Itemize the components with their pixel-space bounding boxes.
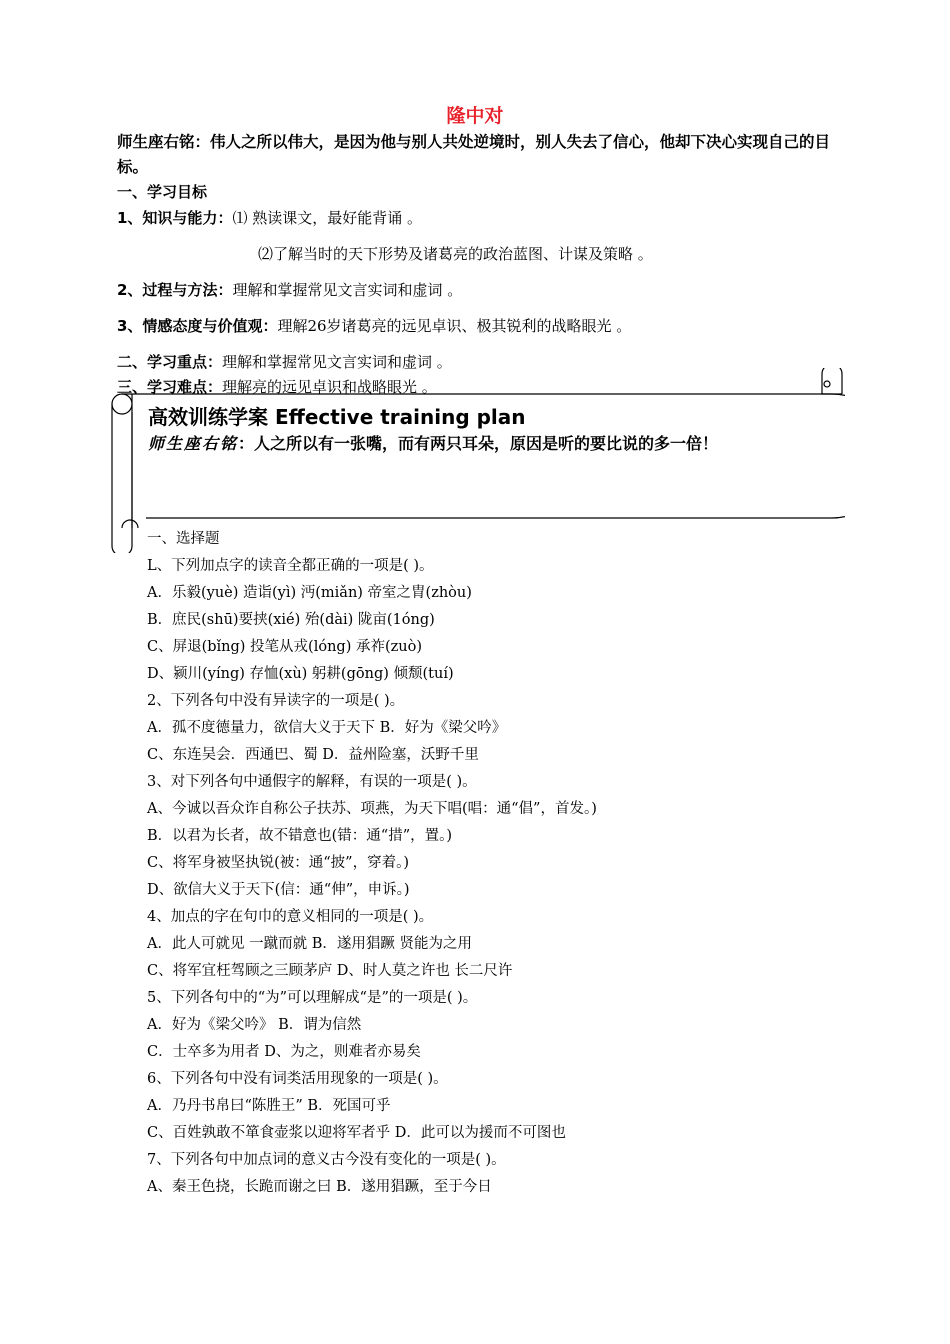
question-line: A．乐毅(yuè) 造诣(yì) 沔(miǎn) 帝室之胄(zhòu) [147, 585, 472, 601]
goal-process-label: 2、过程与方法： [117, 281, 233, 299]
question-line: A．好为《梁父吟》 B．谓为信然 [147, 1017, 362, 1033]
question-line: D、颍川(yíng) 存恤(xù) 躬耕(gōng) 倾颓(tuí) [147, 666, 454, 682]
banner-motto [148, 430, 818, 458]
banner-motto-text: ：人之所以有一张嘴，而有两只耳朵，原因是听的要比说的多一倍！ [238, 434, 719, 453]
goal-process [117, 279, 462, 300]
question-line: L、下列加点字的读音全都正确的一项是( )。 [147, 558, 434, 574]
question-line: B．庶民(shū)要挟(xié) 殆(dài) 陇亩(1óng) [147, 612, 435, 628]
question-line: C、东连吴会．西通巴、蜀 D．益州险塞，沃野千里 [147, 747, 479, 763]
goal-attitude [117, 315, 631, 336]
question-line: 2、下列各句中没有异读字的一项是( )。 [147, 693, 405, 709]
question-line: A、今诚以吾众诈自称公子扶苏、项燕，为天下唱(唱：通“倡”，首发。) [147, 801, 597, 817]
question-line: C．士卒多为用者 D、为之，则难者亦易矣 [147, 1044, 421, 1060]
goal-knowledge-line2: ⑵了解当时的天下形势及诸葛亮的政治蓝图、计谋及策略 。 [258, 245, 653, 263]
question-line: C、将军宜枉驾顾之三顾茅庐 D、时人莫之许也 长二尺许 [147, 963, 513, 979]
goal-knowledge [117, 207, 422, 228]
question-line: B．以君为长者，故不错意也(错：通“措”，置。) [147, 828, 453, 844]
goal-process-text: 理解和掌握常见文言实词和虚词 。 [232, 281, 463, 299]
key-point-label: 二、学习重点： [117, 353, 223, 371]
section-learning-goals: 一、学习目标 [117, 183, 208, 201]
goal-attitude-text: 理解26岁诸葛亮的远见卓识、极其锐利的战略眼光 。 [277, 317, 632, 335]
question-line: A．此人可就见 一蹴而就 B．遂用猖蹶 贤能为之用 [147, 936, 472, 952]
page-title: 隆中对 [446, 105, 504, 127]
question-line: A．孤不度德量力，欲信大义于天下 B．好为《梁父吟》 [147, 720, 507, 736]
difficult-point-label: 三、学习难点： [117, 378, 223, 396]
banner-title: 高效训练学案 Effective training plan [148, 405, 526, 429]
question-line: A、秦王色挠，长跪而谢之曰 B．遂用猖蹶，至于今日 [147, 1179, 492, 1195]
difficult-point-text: 理解亮的远见卓识和战略眼光 。 [222, 378, 437, 396]
question-line: 4、加点的字在句巾的意义相同的一项是( )。 [147, 909, 434, 925]
scroll-banner-frame [110, 368, 845, 553]
question-line: 5、下列各句中的“为”可以理解成“是”的一项是( )。 [147, 990, 478, 1006]
teacher-student-motto: 师生座右铭：伟人之所以伟大，是因为他与别人共处逆境时，别人失去了信心，他却下决心实现自己的目标。 [117, 133, 831, 176]
question-line: D、欲信大义于天下(信：通“伸”，申诉。) [147, 882, 410, 898]
question-line: 3、对下列各句中通假字的解释，有误的一项是( )。 [147, 774, 477, 790]
goal-attitude-label: 3、情感态度与价值观： [117, 317, 278, 335]
goal-knowledge-label: 1、知识与能力： [117, 209, 233, 227]
question-line: 7、下列各句中加点词的意义古今没有变化的一项是( )。 [147, 1152, 506, 1168]
key-point-text: 理解和掌握常见文言实词和虚词 。 [222, 353, 452, 371]
question-line: 6、下列各句中没有词类活用现象的一项是( )。 [147, 1071, 448, 1087]
question-line: C、将军身被坚执锐(被：通“披”，穿着。) [147, 855, 409, 871]
goal-knowledge-text: ⑴ 熟读课文，最好能背诵 。 [232, 209, 422, 227]
question-line: C、百姓孰敢不箪食壶浆以迎将军者乎 D．此可以为援而不可图也 [147, 1125, 566, 1141]
question-line: C、屏退(bǐng) 投笔从戎(lóng) 承祚(zuò) [147, 639, 422, 655]
banner-motto-lead: 师生座右铭 [148, 434, 239, 453]
question-line: A．乃丹书帛曰“陈胜王” B．死国可乎 [147, 1098, 391, 1114]
question-line: 一、选择题 [147, 531, 220, 547]
